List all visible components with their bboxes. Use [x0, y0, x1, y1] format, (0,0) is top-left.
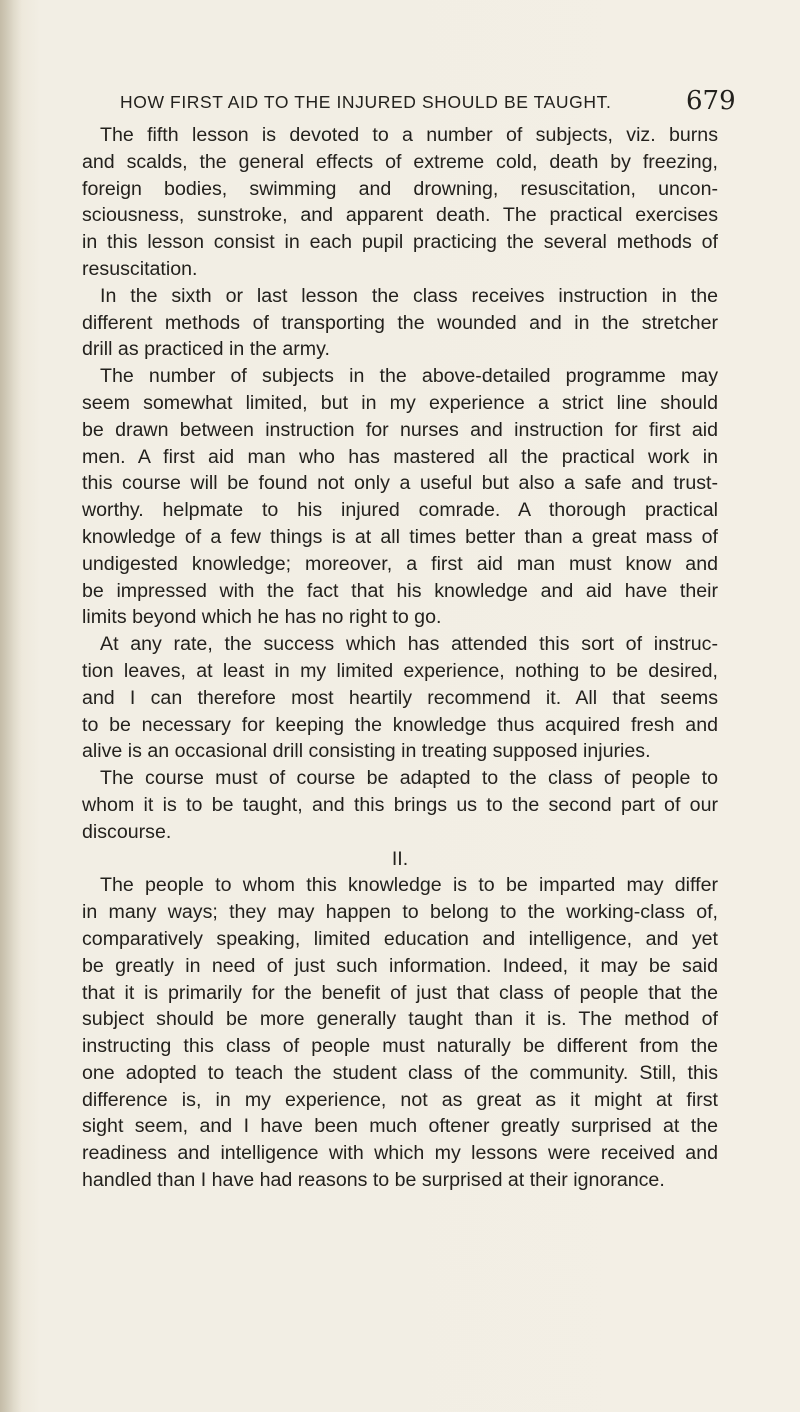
text-line: in this lesson consist in each pupil practicing the several methods of [82, 231, 718, 254]
text-line: knowledge of a few things is at all times better than a great mass of [82, 525, 718, 548]
text-line: comparatively speaking, limited education and intelligence, and yet [82, 927, 718, 950]
text-line: this course will be found not only a useful but also a safe and trust- [82, 472, 718, 495]
body-text [82, 122, 718, 1194]
text-line: to be necessary for keeping the knowledge thus acquired fresh and [82, 713, 718, 736]
running-head-title: HOW FIRST AID TO THE INJURED SHOULD BE TAUGHT. [120, 92, 612, 112]
text-line: different methods of transporting the wounded and in the stretcher [82, 311, 718, 334]
text-line: in many ways; they may happen to belong to the working-class of, [82, 901, 718, 924]
text-line: be impressed with the fact that his knowledge and aid have their [82, 579, 718, 602]
text-line: In the sixth or last lesson the class receives instruction in the [100, 284, 718, 307]
text-line: At any rate, the success which has attended this sort of instruc- [100, 633, 718, 656]
text-line: difference is, in my experience, not as great as it might at first [82, 1088, 718, 1111]
text-line: The course must of course be adapted to the class of people to [100, 767, 718, 790]
text-line: be drawn between instruction for nurses and instruction for first aid [82, 418, 718, 441]
text-line: one adopted to teach the student class of the community. Still, this [82, 1061, 718, 1084]
text-line: men. A first aid man who has mastered all the practical work in [82, 445, 718, 468]
text-line: drill as practiced in the army. [82, 338, 330, 361]
text-line: alive is an occasional drill consisting in treating supposed injuries. [82, 740, 651, 763]
text-line: worthy. helpmate to his injured comrade. A thorough practical [82, 499, 718, 522]
text-line: and scalds, the general effects of extreme cold, death by freezing, [82, 150, 718, 173]
running-head [120, 86, 736, 116]
text-line: readiness and intelligence with which my lessons were received and [82, 1142, 718, 1165]
gutter-shadow [0, 0, 22, 1412]
text-line: The fifth lesson is devoted to a number of subjects, viz. burns [100, 124, 718, 146]
text-line: tion leaves, at least in my limited experience, nothing to be desired, [82, 659, 718, 682]
text-line: subject should be more generally taught than it is. The method of [82, 1008, 718, 1031]
text-line: sciousness, sunstroke, and apparent death. The practical exercises [82, 204, 718, 227]
text-line: seem somewhat limited, but in my experience a strict line should [82, 391, 718, 414]
text-line: resuscitation. [82, 257, 198, 280]
text-line: instructing this class of people must naturally be different from the [82, 1035, 718, 1058]
text-line: The number of subjects in the above-detailed programme may [100, 365, 718, 388]
text-line: and I can therefore most heartily recommend it. All that seems [82, 686, 718, 709]
text-line: limits beyond which he has no right to go. [82, 606, 442, 629]
text-line: undigested knowledge; moreover, a first aid man must know and [82, 552, 718, 575]
text-line: handled than I have had reasons to be surprised at their ignorance. [82, 1169, 665, 1192]
text-line: discourse. [82, 820, 172, 843]
text-line: that it is primarily for the benefit of just that class of people that the [82, 981, 718, 1004]
text-line: sight seem, and I have been much oftener greatly surprised at the [82, 1115, 718, 1138]
text-line: The people to whom this knowledge is to be imparted may differ [100, 874, 718, 897]
section-heading: II. [391, 847, 409, 870]
text-line: be greatly in need of just such information. Indeed, it may be said [82, 954, 718, 977]
text-line: whom it is to be taught, and this brings us to the second part of our [82, 793, 718, 816]
page-number: 679 [686, 86, 736, 116]
text-line: foreign bodies, swimming and drowning, resuscitation, uncon- [82, 177, 718, 200]
